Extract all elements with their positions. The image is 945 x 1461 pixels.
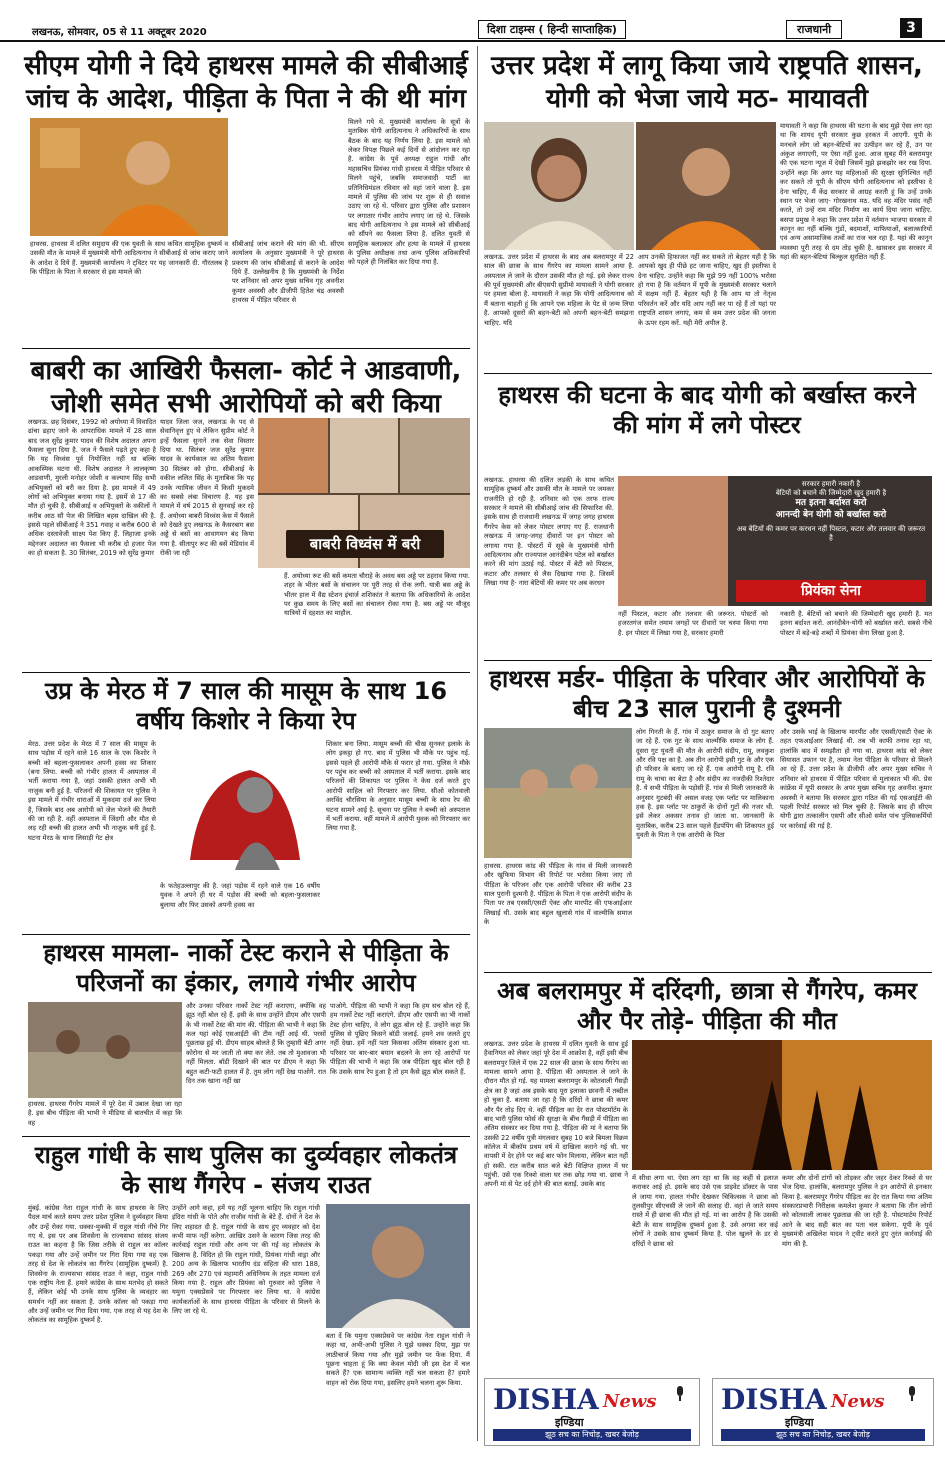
article-1-caption: हाथरस. हाथरस में दलित समुदाय की एक युवती के साथ कथित सामूहिक दुष्कर्म व उसकी मौत के मामले में मुख्यमंत्री योगी आदित्यनाथ ने सीबीआई से जांच कराए जाने के आदेश दे दिये हैं. मुख्यमंत्री कार्यालय ने ट्विटर पर यह जानकारी दी. गौरतलब है कि पीड़िता के पिता ने सरकार से इस मामले की xyxy=(30,240,228,277)
article-3-banner: बाबरी विध्वंस में बरी xyxy=(286,530,444,558)
ad-brand-name: DISHA xyxy=(493,1383,599,1416)
page-number: 3 xyxy=(900,18,922,38)
article-8-headline: राहुल गांधी के साथ पुलिस का दुर्व्यवहार लोकतंत्र के साथ गैंगरेप - संजय राउत xyxy=(34,1141,458,1199)
poster-line-3: मत इतना बर्दाश्त करो xyxy=(795,498,867,509)
family-photo-illustration xyxy=(28,1002,182,1098)
divider xyxy=(484,972,932,973)
article-2-column-1: लखनऊ. उत्तर प्रदेश में हाथरस के बाद अब बलरामपुर में 22 साल की छात्रा के साथ गैंगरेप का मामला सामने आया है. अस्पताल ले जाने के दौरान उसकी मौत हो गई. इसे लेकर राज्य की पूर्व मुख्यमंत्री और बीएसपी सुप्रीमो मायावती ने योगी सरकार पर हमला बोला है. मायावती ने कहा कि योगी आदित्यनाथ को मैं बताना चाहती हूं कि आपने एक महिला के पेट से जन्म लिया है. आपको दूसरों की बहन-बेटी को अपनी बहन-बेटी समझना चाहिए. यदि xyxy=(484,253,634,327)
article-9-column-2: में सीधा लगा था. ऐसा लग रहा था कि वह कहीं से इलाज कराकर आई हो. इसके बाद उसे एक प्राइवेट डॉक्टर के पास ले जाया गया. हालत गंभीर देखकर चिकित्सक ने छात्रा को तुलसीपुर सीएचसी ले जाने की सलाह दी. वहां ले जाते समय रास्ते में ही छात्रा की मौत हो गई. मां का आरोप है कि उसकी बेटी के साथ सामूहिक दुष्कर्म हुआ है. उसे अगवा कर कई लोगों ने उसके साथ दुष्कर्म किया है. पोल खुलने के डर से दरिंदों ने छात्रा को xyxy=(632,1174,778,1248)
divider xyxy=(22,672,470,673)
poster-line-4: आनन्दी बेन योगी को बर्खास्त करो xyxy=(775,509,887,520)
article-1-column-3: मिलने गये थे. मुख्यमंत्री कार्यालय के सूत्रों के मुताबिक योगी आदित्यनाथ ने अधिकारियों के साथ बैठक के बाद यह निर्णय लिया है. इस मामले को लेकर विपक्ष पिछले कई दिनों से आंदोलन कर रहा है. कांग्रेस के पूर्व अध्यक्ष राहुल गांधी और महासचिव प्रियंका गांधी हाथरस में पीड़ित परिवार से मिलने पहुंचे, जबकि समाजवादी पार्टी का प्रतिनिधिमंडल रविवार को वहां जाने वाला है. इस मामले में पुलिस की जांच पर शुरू से ही सवाल उठाए जा रहे थे. परिवार द्वारा पुलिस और प्रशासन पर लगातार गंभीर आरोप लगाए जा रहे थे. जिसके बाद योगी आदित्यनाथ ने इस मामले को सीबीआई को सौंपने का फैसला लिया है. दलित युवती से सामूहिक बलात्कार और हत्या के मामले में हाथरस के पुलिस अधीक्षक तथा अन्य पुलिस अधिकारियों को पहले ही निलंबित कर दिया गया है. xyxy=(348,118,470,267)
police-photo-illustration xyxy=(484,728,632,858)
poster-line-6: प्रियंका सेना xyxy=(736,580,926,602)
yogi-photo-2-illustration xyxy=(636,122,776,250)
victim-illustration xyxy=(160,740,320,880)
ad-subtitle: इण्डिया xyxy=(785,1416,814,1429)
article-5-illustration xyxy=(160,740,320,880)
article-6-headline: हाथरस मर्डर- पीड़िता के परिवार और आरोपियों के बीच 23 साल पुरानी है दुश्मनी xyxy=(489,665,925,723)
microphone-icon xyxy=(903,1385,921,1403)
divider xyxy=(22,934,470,935)
mayawati-photo-illustration xyxy=(484,122,634,250)
article-7-caption: हाथरस. हाथरस गैंगरेप मामले में पूरे देश में उबाल देखा जा रहा है. इस बीच पीड़िता की भाभी ने मीडिया से बातचीत में कहा कि वह xyxy=(28,1100,182,1127)
article-3-column-1: लखनऊ. छह दिसंबर, 1992 को अयोध्या में विवादित ढांचा ढहाए जाने के आपराधिक मामले में 28 साल बाद जज सुरेंद्र कुमार यादव की विशेष अदालत अपना फैसला सुना दिया है. जज ने फैसले पढ़ते हुए कहा है कि यह विध्वंस पूर्व नियोजित नहीं था बल्कि आकस्मिक घटना थी. विशेष अदालत ने लालकृष्ण आडवाणी, मुरली मनोहर जोशी व कल्याण सिंह सभी अभियुक्तों को बरी कर दिया है. इस मामले में 49 लोगों को अभियुक्त बनाया गया है. इसमें से 17 की मौत हो चुकी है. सीबीआई व अभियुक्तों के वकीलों ने करीब आठ सौ पेज की लिखित बहस दाखिल की है. इससे पहले सीबीआई ने 351 गवाह व करीब 600 से अधिक दस्तावेजी साक्ष्य पेश किए हैं. लिहाजा इनके मद्देनजर अदालत का फैसला भी करीब दो हजार पेज का हो सकता है. 30 सितंबर, 2019 को सुरेंद्र कुमार xyxy=(28,418,156,558)
article-3-column-3: हैं. अयोध्या रूट की बसें कमता चौराहे के अवध बस अड्डे पर ठहराव किया गया. शहर के भीतर बसों के संचालन पर पूरी तरह से रोक लगी. यात्री बस अड्डे के भीतर हाल में वैद्य स्टेशन इंचार्ज शशिकांत ने बताया कि अधिकारियों के आदेश पर कुछ समय के लिए बसों का संचालन रोका गया है. बस अड्डे पर मौजूद यात्रियों में दहशत का माहौल. xyxy=(284,572,470,618)
article-1-headline: सीएम योगी ने दिये हाथरस मामले की सीबीआई जांच के आदेश, पीड़िता के पिता ने की थी मांग xyxy=(24,51,468,114)
ad-brand-news: News xyxy=(831,1391,885,1412)
microphone-icon xyxy=(671,1385,689,1403)
article-8-photo xyxy=(326,1204,470,1328)
article-2-column-3: मायावती ने कहा कि हाथरस की घटना के बाद मुझे ऐसा लग रहा था कि शायद यूपी सरकार कुछ हरकत में आएगी. यूपी के मनचले लोग जो बहन-बेटियों का उत्पीड़न कर रहे हैं, उन पर अंकुश लगाएगी, पर ऐसा नहीं हुआ. आज सुबह मैंने बलरामपुर की एक घटना न्यूज में देखी जिसमें मुझे झकझोर कर रख दिया. उन्होंने कहा कि अगर यह महिलाओं की सुरक्षा सुनिश्चित नहीं कर सकते तो यूपी के सीएम योगी आदित्यनाथ को इस्तीफा दे देना चाहिए, मैं केंद्र सरकार से आग्रह करती हूं कि उन्हें उनके स्थान पर भेजा जाए- गोरखनाथ मठ. यदि वह मंदिर पसंद नहीं करते, तो उन्हें राम मंदिर निर्माण का कार्य दिया जाना चाहिए. बसपा प्रमुख ने कहा कि उत्तर प्रदेश में वर्तमान भाजपा सरकार में कानून का नहीं बल्कि गुंडों, बदमाशों, माफियाओं, बलात्कारियों एवं अन्य असामाजिक तत्वों का राज चल रहा है. यहां की कानून व्यवस्था पूरी तरह से दम तोड़ चुकी है. खासकर इस सरकार में यहां की बहन-बेटियां बिल्कुल सुरक्षित नहीं हैं. xyxy=(780,122,932,262)
article-2-headline: उत्तर प्रदेश में लागू किया जाये राष्ट्रपति शासन, योगी को भेजा जाये मठ- मायावती xyxy=(491,51,923,114)
article-9-headline: अब बलरामपुर में दरिंदगी, छात्रा से गैंगरेप, कमर और पैर तोड़े- पीड़िता की मौत xyxy=(497,977,917,1035)
article-7-column-3: पाओगे. पीड़िता की भाभी ने कहा कि हम सच बोल रहे हैं, हम नार्को टेस्ट नहीं कराएंगे. डीएम और एसपी का भी नार्को टेस्ट होना चाहिए, वे लोग झूठ बोल रहे हैं. उन्होंने कहा कि पुलिस से पूछिए किसने बॉडी जलाई. हमने शव जलते हुए नहीं देखा. हमें नहीं पता किसका अंतिम संस्कार हुआ था. परिवार पर बार-बार बयान बदलने के लग रहे आरोपों पर पीड़िता की भाभी ने कहा कि जब पीड़िता खुद बोल रही है कि उसके साथ रेप हुआ है तो हम कैसे झूठ बोल सकते हैं. xyxy=(330,1002,470,1076)
article-1-column-2: सीबीआई जांच कराने की मांग की थी. सीएम कार्यालय के अनुसार मुख्यमंत्री ने पूरे हाथरस प्रकरण की जांच सीबीआई से कराने के आदेश दिये हैं. उल्लेखनीय है कि मुख्यमंत्री के निर्देश पर शनिवार को अपर मुख्य सचिव गृह अवनीश कुमार अवस्थी और डीजीपी हितेश चंद्र अवस्थी हाथरस में पीड़ित परिवार से xyxy=(232,240,344,305)
article-5-column-3: शिकार बना लिया. मासूम बच्ची की चीख सुनकर इलाके के लोग इकट्ठा हो गए. बाद में पुलिस भी मौके पर पहुंच गई. इससे पहले ही आरोपी मौके से फरार हो गया. पुलिस ने मौके पर पहुंच कर बच्ची को अस्पताल में भर्ती कराया. इसके बाद परिजनों की शिकायत पर पुलिस ने केस दर्ज करते हुए आरोपी साहिल को गिरफ्तार कर लिया. सीओ कोतवाली अरविंद चौरसिया के अनुसार मासूम बच्ची के साथ रेप की घटना सामने आई है. सूचना पर पुलिस ने बच्ची को अस्पताल में भर्ती कराया. वहीं मामले में आरोपी युवक को गिरफ्तार कर लिया गया है. xyxy=(326,740,470,833)
article-3-column-2: यादव जिला जज, लखनऊ के पद से सेवानिवृत्त हुए थे लेकिन सुप्रीम कोर्ट ने इन्हें फैसला सुनाने तक सेवा विस्तार दिया था. सितंबर जज सुरेंद्र कुमार यादव के कार्यकाल का अंतिम फैसला 30 सितंबर को होगा. सीबीआई के वकील ललित सिंह के मुताबिक कि यह उनके न्यायिक जीवन में किसी मुकदमे का सबसे लंबा विचारण है. यह इस मामले में वर्ष 2015 से सुनवाई कर रहे हैं. अयोध्या बाबरी विध्वंस केस में फैसले को देखते हुए लखनऊ के कैसरबाग बस अड्डे से बसों का आवागमन बंद किया गया है. सीतापुर रूट की बसें मेडियांव में रोकी जा रही xyxy=(160,418,254,558)
article-7-column-2: और उनका परिवार नार्को टेस्ट नहीं कराएगा, क्योंकि वह झूठ नहीं बोल रहे हैं. इसी के साथ उन्होंने डीएम और एसपी के भी नार्को टेस्ट की मांग की. पीड़िता की भाभी ने कहा कि कल यहां कोई एसआईटी की टीम नहीं आई थी. परसों पूछताछ हुई थी. डीएम साहब बोलते हैं कि तुम्हारी बेटी अगर कोरोना से मर जाती तो क्या कर लेते. तब तो मुआवजा भी नहीं मिलता. बॉडी दिखाने की बात पर डीएम ने कहा कि बहुत कटी-फटी हालत में है. तुम लोग नहीं देख पाओगे. रात दिन तक खाना नहीं खा xyxy=(186,1002,326,1085)
article-4-column-1: लखनऊ. हाथरस की दलित लड़की के साथ कथित सामूहिक दुष्कर्म और उसकी मौत के मामले पर जमकर राजनीति हो रही है. शनिवार को एक तरफ राज्य सरकार ने मामले की सीबीआई जांच की सिफारिश की. इसके साथ ही राजधानी लखनऊ में जगह जगह हाथरस गैंगरेप केस को लेकर पोस्टर लगाए गए हैं. राजधानी लखनऊ में जगह-जगह दीवारों पर इन पोस्टर को लगाया गया है. पोस्टरों में सूबे के मुख्यमंत्री योगी आदित्यनाथ और राज्यपाल आनंदीबेन पटेल को बर्खास्त करने की मांग उठाई गई. पोस्टर में बेटी को पिस्टल, कटार और तलवार से लैस दिखाया गया है. जिसमें लिखा गया है- नारा बेटियों की कमर पर अब करधन xyxy=(484,476,614,587)
ad-brand-news: News xyxy=(603,1391,657,1412)
article-4-poster-photo xyxy=(618,476,932,606)
article-2-photo-mayawati xyxy=(484,122,634,250)
article-9-photo xyxy=(632,1040,932,1170)
article-4-column-2: नहीं पिस्टल, कटार और तलवार की जरूरत. पोस्टरों को हजरतगंज समेत तमाम जगहों पर दीवारों पर चस्पा किया गया है. इन पोस्टर में लिखा गया है, सरकार हमारी xyxy=(618,610,768,637)
divider xyxy=(484,660,932,661)
article-7-headline: हाथरस मामला- नार्को टेस्ट कराने से पीड़िता के परिजनों का इंकार, लगाये गंभीर आरोप xyxy=(43,939,449,997)
disha-news-ad-1 xyxy=(484,1378,700,1446)
divider xyxy=(484,373,932,374)
masthead-section: राजधानी xyxy=(786,20,842,39)
article-8-column-1: मुंबई. कांग्रेस नेता राहुल गांधी के साथ हाथरस के लिए पैदल मार्च करते समय उत्तर प्रदेश पुलिस ने दुर्व्यवहार किया और उन्हें रोका गया. धक्का-मुक्की में राहुल गांधी नीचे गिर गए थे. इस पर अब शिवसेना के राज्यसभा सांसद संजय राउत का कहना है कि जिस तरीके से राहुल का कॉलर पकड़ा गया और उन्हें जमीन पर गिरा दिया गया वह एक तरह से देश के लोकतंत्र का गैंगरेप (सामूहिक दुष्कर्म) है. शिवसेना के राज्यसभा सांसद राउत ने कहा, राहुल गांधी एक राष्ट्रीय नेता हैं. हमारे कांग्रेस के साथ मतभेद हो सकते हैं, लेकिन कोई भी उनके साथ पुलिस के व्यवहार का समर्थन नहीं कर सकता है. उनके कॉलर को पकड़ा गया और उन्हें जमीन पर गिरा दिया गया. एक तरह से यह देश के लोकतंत्र का सामूहिक दुष्कर्म है. xyxy=(28,1204,168,1325)
article-6-column-3: और उसके भाई के खिलाफ मारपीट और एससी/एसटी ऐक्ट के तहत एफआईआर लिखाई थी. तब भी काफी तनाव रहा था, हालांकि बाद में समझौता हो गया था. हाथरस कांड को लेकर सियासत उफान पर है, तमाम नेता पीड़िता के परिवार से मिलने आ रहे हैं. उत्तर प्रदेश के डीजीपी और अपर मुख्य सचिव ने शनिवार को हाथरस में पीड़ित परिवार से मुलाकात भी की. प्रेस कांफ्रेंस में यूपी सरकार के अपर मुख्य सचिव गृह अवनीश कुमार अवस्थी ने बताया कि सरकार द्वारा गठित की गई एसआईटी की पहली रिपोर्ट सरकार को मिल चुकी है. जिसके बाद ही सीएम योगी द्वारा तत्कालीन एसपी और सीओ समेत पांच पुलिसकर्मियों पर कार्रवाई की गई है. xyxy=(780,728,932,830)
article-6-column-2: लोग गिनती के हैं. गांव में ठाकुर समाज के दो गुट बताए जा रहे हैं. एक गुट के साथ वाल्मीकि समाज के लोग हैं. दूसरा गुट युवती की मौत के आरोपी संदीप, रामू, लवकुश और रवि पक्ष का है. अब तीन आरोपी इसी गुट के और एक ही परिवार के बताए जा रहे हैं. एक आरोपी रामू है. रवि रामू के चाचा का बेटा है और संदीप का नजदीकी रिश्तेदार है. ये सभी पीड़िता के पड़ोसी हैं. गांव से मिली जानकारी के अनुसार गुटबंदी की असल वजह एक प्लॉट पर मालिकाना हक है. इस प्लॉट पर ठाकुरों के दोनों गुटों की नजर थी. इसे लेकर अकसर तनाव हो जाता था. जानकारी के मुताबिक, करीब 23 साल पहले हैंडपंपिंग की शिकायत हुई युवती के पिता ने एक आरोपी के पिता xyxy=(636,728,774,839)
article-2-column-2: आप उनकी हिफाजत नहीं कर सकते तो बेहतर यही है कि आपको खुद ही पीछे हट जाना चाहिए, खुद ही इस्तीफा दे देना चाहिए. उन्होंने कहा कि मुझे 99 नहीं 100% भरोसा हो गया है कि वर्तमान में यूपी के मुख्यमंत्री सरकार चलाने में सक्षम नहीं हैं. बेहतर यही है कि आप या तो नेतृत्व परिवर्तन करें और यदि आप नहीं कर पा रहे हैं तो यहां पर राष्ट्रपति शासन लगाएं, कम से कम उत्तर प्रदेश की जनता के ऊपर रहम करें. यही मेरी अपील है. xyxy=(638,253,776,327)
article-7-photo xyxy=(28,1002,182,1098)
article-5-column-1: मेरठ. उत्तर प्रदेश के मेरठ में 7 साल की मासूम के साथ पड़ोस में रहने वाले 16 साल के एक किशोर ने बच्ची को बहला-फुसलाकर अपनी हवस का शिकार (बना लिया. बच्ची को गंभीर हालत में अस्पताल में भर्ती कराया गया है, जहां उसकी हालत अभी भी नाजुक बनी हुई है. परिजनों की शिकायत पर पुलिस ने इस मामले में गंभीर धाराओं में मुकदमा दर्ज कर लिया है, जिसके बाद अब आरोपी को जेल भेजने की तैयारी की जा रही है. वहीं अस्पताल में जिंदगी और मौत से लड़ रही बच्ची की हालत अभी भी नाजुक बनी हुई है. घटना मेरठ के थाना लिसाड़ी गेट क्षेत्र xyxy=(28,740,156,842)
column-divider xyxy=(477,46,478,1441)
sanjay-raut-photo-illustration xyxy=(326,1204,470,1328)
masthead-paper-name: दिशा टाइम्स ( हिन्दी साप्ताहिक) xyxy=(478,20,626,39)
disha-news-ad-2 xyxy=(712,1378,934,1446)
ad-brand-name: DISHA xyxy=(721,1383,827,1416)
article-8-column-3: बता दें कि यमुना एक्सप्रेसवे पर कांग्रेस नेता राहुल गांधी ने कहा था, अभी-अभी पुलिस ने मुझे धक्का दिया, मुझ पर लाठीचार्ज किया गया और मुझे जमीन पर फेंक दिया. मैं पूछना चाहता हूं कि क्या केवल मोदी जी इस देश में चल सकते हैं? एक सामान्य व्यक्ति नहीं चल सकता है? हमारे वाहन को रोक दिया गया, इसलिए हमने चलना शुरू किया. xyxy=(326,1332,470,1387)
poster-line-2: बेटियों को बचाने की जिम्मेदारी खुद हमारी है xyxy=(775,489,887,498)
divider xyxy=(22,348,470,349)
article-4-column-3: नकारी है. बेटियों को बचाने की जिम्मेदारी खुद हमारी है. मत इतना बर्दाश्त करो. आनंदीबेन-योगी को बर्खास्त करो. सबसे नीचे पोस्टर में बड़े-बड़े शब्दों में प्रियंका सेना लिखा हुआ है. xyxy=(780,610,932,637)
article-9-column-3: कमर और दोनों टांगों को तोड़कर और जहर देकर रिक्शे से घर भेज दिया. हालांकि, बलरामपुर पुलिस ने इन आरोपों से इनकार किया है. बलरामपुर गैंगरेप पीड़िता का देर रात किया गया अंतिम संस्कारप्रभारी निरीक्षक कमलेश कुमार ने बताया कि तीन लोगों को कोतवाली लाकर पूछताछ की जा रही है. पोस्टमार्टम रिपोर्ट आने के बाद सही बात का पता चल सकेगा. यूपी के पूर्व मुख्यमंत्री अखिलेश यादव ने ट्वीट करते हुए तुरंत कार्रवाई की मांग की है. xyxy=(782,1174,932,1248)
poster-line-1: सरकार हमारी नकारी है xyxy=(801,480,861,488)
article-5-headline: उप्र के मेरठ में 7 साल की मासूम के साथ 16 वर्षीय किशोर ने किया रेप xyxy=(44,677,448,735)
article-1-photo xyxy=(30,118,228,236)
poster-line-5: अब बेटियों की कमर पर करधन नहीं पिस्टल, कटार और तलवार की जरूरत है xyxy=(736,524,926,542)
article-5-column-2: के फतेहउल्लापुर की है. जहां पड़ोस में रहने वाले एक 16 वर्षीय युवक ने अपने ही घर में पड़ोस की बच्ची को बहला-फुसलाकर बुलाया और फिर उसको अपनी हवस का xyxy=(160,882,320,909)
masthead-date: लखनऊ, सोमवार, 05 से 11 अक्टूबर 2020 xyxy=(32,27,207,38)
ad-tagline: झूठ सच का निचोड़, खबर बेजोड़ xyxy=(721,1429,925,1441)
yogi-photo-illustration xyxy=(30,118,228,236)
divider xyxy=(22,1136,470,1137)
article-2-photo-yogi xyxy=(636,122,776,250)
article-6-caption: हाथरस. हाथरस कांड की पीड़िता के गांव से मिली जानकारी और खुफिया विभाग की रिपोर्ट पर भरोसा किया जाए तो पीड़िता के परिजन और एक आरोपी परिवार की करीब 23 साल पुरानी दुश्मनी है. पीड़िता के पिता ने एक आरोपी संदीप के पिता पर तब एससी/एसटी ऐक्ट और मारपीट की एफआईआर लिखाई थी. उसके बाद बहुल खुलासे गांव में वाल्मीकि समाज के xyxy=(484,862,632,927)
article-6-photo xyxy=(484,728,632,858)
article-4-headline: हाथरस की घटना के बाद योगी को बर्खास्त करने की मांग में लगे पोस्टर xyxy=(498,381,916,439)
silhouette-illustration xyxy=(632,1040,932,1170)
article-8-column-2: उन्होंने आगे कहा, हमें यह नहीं भूलना चाहिए कि राहुल गांधी इंदिरा गांधी के पोते और राजीव गांधी के बेटे हैं. दोनों ने देश के लिए शहादत दी है. राहुल गांधी के साथ हुए व्यवहार को देश कभी माफ नहीं करेगा. आखिर उसने के कारण जिस तरह की कार्रवाई राहुल गांधी और अन्य पर की गई वह लोकतंत्र के खिलाफ है. विदित हो कि राहुल गांधी, प्रियंका गांधी वाड्रा और 200 अन्य के खिलाफ भारतीय दंड संहिता की धारा 188, 269 और 270 एवं महामारी अधिनियम के तहत मामला दर्ज किया गया है. राहुल और प्रियंका को गुरुवार को पुलिस ने यमुना एक्सप्रेसवे पर गिरफ्तार कर लिया था. वे कांग्रेस कार्यकर्ताओं के साथ हाथरस पीड़िता के परिवार से मिलने के लिए जा रहे थे. xyxy=(172,1204,320,1315)
ad-subtitle: इण्डिया xyxy=(555,1416,584,1429)
masthead xyxy=(0,0,945,42)
article-9-column-1: लखनऊ. उत्तर प्रदेश के हाथरस में दलित युवती के साथ हुई हैवानियत को लेकर जहां पूरे देश में आक्रोश है, वहीं इसी बीच बलरामपुर जिले में एक 22 साल की छात्रा के साथ गैंगरेप का मामला सामने आया है. पीड़िता की अस्पताल ले जाने के दौरान मौत हो गई. यह मामला बलरामपुर के कोतवाली गैंसड़ी क्षेत्र का है जहां अब इसके बाद पूरा इलाका छावनी में तब्दील हो चुका है. बताया जा रहा है कि दरिंदों ने छात्रा की कमर और पैर तोड़ दिए थे. वहीं पीड़िता का देर रात पोस्टमॉर्टम के बाद भारी पुलिस फोर्स की सुरक्षा के बीच गैंसड़ी में पीड़िता का अंतिम संस्कार कर दिया गया है. पीड़िता की मां ने बताया कि उसकी 22 वर्षीय पुत्री मंगलवार सुबह 10 बजे बिमला विक्रम कॉलेज में बीकॉम प्रथम वर्ष में दाखिला कराने गई थी. घर वापसी में देर होने पर कई बार फोन मिलाया, लेकिन बात नहीं हो सकी. रात करीब सात बजे बेटी विक्षिप्त हालत में घर पहुंची. उसे एक रिक्शे वाला घर तक छोड़ गया था. छात्रा ने अपनी मां से पेट दर्द होने की बात बताई. उसके बाद xyxy=(484,1040,628,1189)
ad-tagline: झूठ सच का निचोड़, खबर बेजोड़ xyxy=(493,1429,691,1441)
article-3-headline: बाबरी का आखिरी फैसला- कोर्ट ने आडवाणी, जोशी समेत सभी आरोपियों को बरी किया xyxy=(30,356,462,419)
